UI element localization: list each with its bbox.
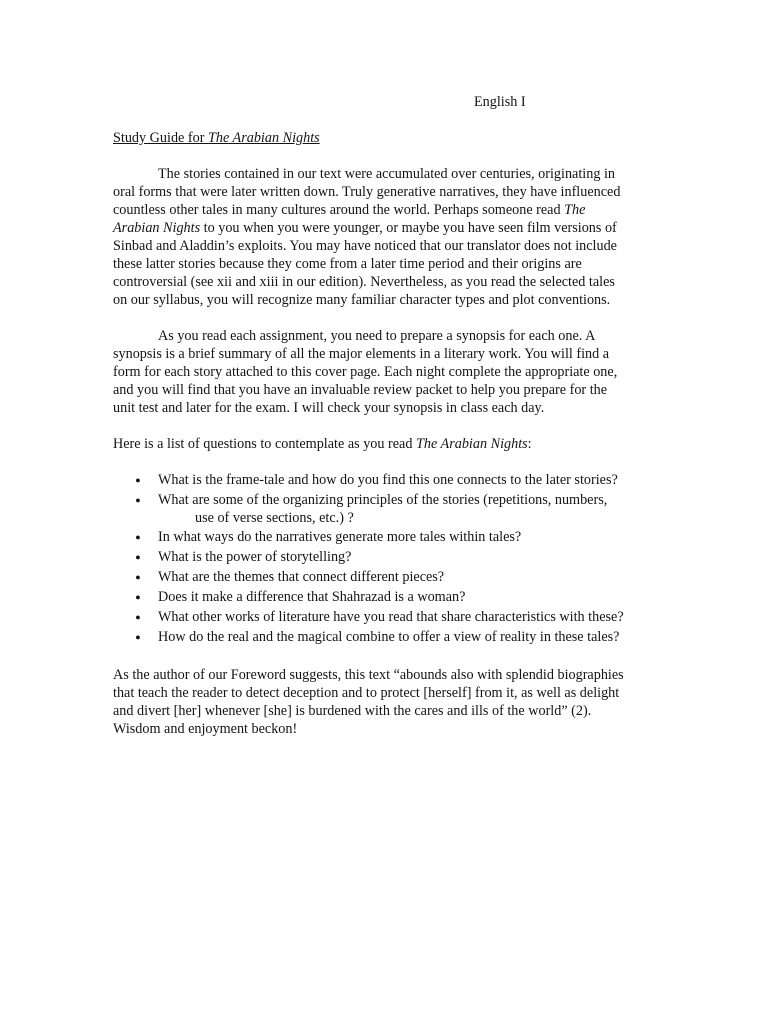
closing-line: that teach the reader to detect deception and to protect [herself] from it, as well as delight: [113, 685, 620, 701]
intro-line: The stories contained in our text were accumulated over centuries, originating in: [158, 166, 615, 182]
bullet-icon: ●: [135, 612, 141, 622]
intro-book-rest: Arabian Nights: [113, 220, 201, 236]
bullet-icon: ●: [135, 572, 141, 582]
questions-intro-suffix: :: [527, 436, 532, 452]
synopsis-line: unit test and later for the exam. I will check your synopsis in class each day.: [113, 400, 545, 416]
intro-line-text: to you when you were younger, or maybe you have seen film versions of: [200, 220, 617, 236]
intro-line: oral forms that were later written down. Truly generative narratives, they have influenced: [113, 184, 621, 200]
closing-line: As the author of our Foreword suggests, this text “abounds also with splendid biographies: [113, 667, 624, 683]
question-text-continued: use of verse sections, etc.) ?: [195, 510, 354, 526]
question-text: What are the themes that connect different pieces?: [158, 569, 445, 585]
intro-book-first-word: The: [564, 202, 586, 218]
bullet-icon: ●: [135, 592, 141, 602]
document-title: [113, 129, 653, 147]
synopsis-line: and you will find that you have an invaluable review packet to help you prepare for the: [113, 382, 608, 398]
intro-line: these latter stories because they come from a later time period and their origins are: [113, 256, 582, 272]
question-text: What is the power of storytelling?: [158, 549, 352, 565]
questions-intro-text: Here is a list of questions to contemplate as you read: [113, 436, 416, 452]
questions-intro: [113, 435, 653, 453]
title-book: The Arabian Nights: [207, 130, 320, 146]
intro-line-text: countless other tales in many cultures around the world. Perhaps someone read: [113, 202, 565, 218]
question-text: Does it make a difference that Shahrazad is a woman?: [158, 589, 466, 605]
question-text: What is the frame-tale and how do you find this one connects to the later stories?: [158, 472, 618, 488]
intro-line: Sinbad and Aladdin’s exploits. You may have noticed that our translator does not include: [113, 238, 617, 254]
intro-line: on our syllabus, you will recognize many familiar character types and plot conventions.: [113, 292, 611, 308]
question-text: What are some of the organizing principles of the stories (repetitions, numbers,: [158, 492, 608, 508]
intro-line: [113, 219, 653, 237]
question-text: How do the real and the magical combine to offer a view of reality in these tales?: [158, 629, 620, 645]
question-text: What other works of literature have you read that share characteristics with these?: [158, 609, 624, 625]
questions-intro-book: The Arabian Nights: [415, 436, 528, 452]
intro-line: controversial (see xii and xiii in our edition). Nevertheless, as you read the selected tales: [113, 274, 615, 290]
intro-line: [113, 201, 653, 219]
course-header: English I: [474, 94, 526, 110]
synopsis-line: synopsis is a brief summary of all the major elements in a literary work. You will find a: [113, 346, 610, 362]
synopsis-line: As you read each assignment, you need to prepare a synopsis for each one. A: [158, 328, 596, 344]
bullet-icon: ●: [135, 475, 141, 485]
title-prefix: Study Guide for: [113, 130, 208, 146]
bullet-icon: ●: [135, 495, 141, 505]
bullet-icon: ●: [135, 552, 141, 562]
closing-line: Wisdom and enjoyment beckon!: [113, 721, 298, 737]
bullet-icon: ●: [135, 632, 141, 642]
closing-line: and divert [her] whenever [she] is burdened with the cares and ills of the world” (2).: [113, 703, 592, 719]
bullet-icon: ●: [135, 532, 141, 542]
question-text: In what ways do the narratives generate more tales within tales?: [158, 529, 522, 545]
synopsis-line: form for each story attached to this cover page. Each night complete the appropriate one,: [113, 364, 618, 380]
